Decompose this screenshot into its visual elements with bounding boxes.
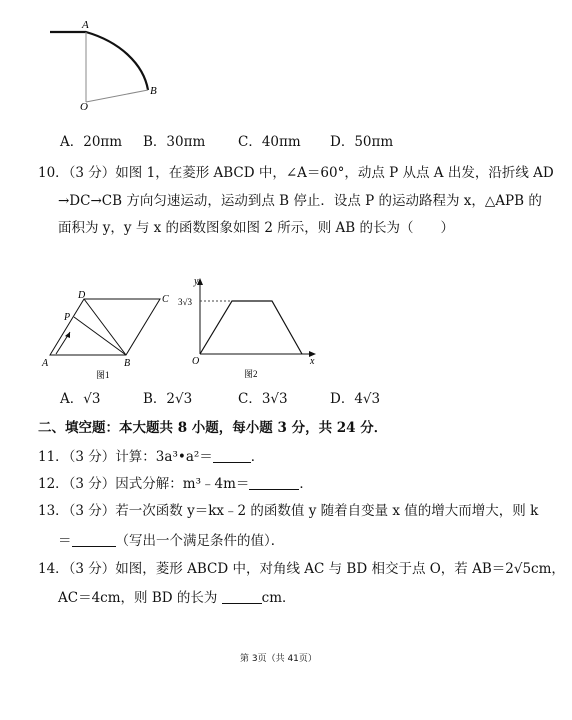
label-P1: P bbox=[64, 312, 71, 323]
q13-eq: ＝ bbox=[58, 533, 72, 549]
q10-choice-b: B．2√3 bbox=[143, 391, 193, 407]
radius-OB bbox=[86, 90, 148, 102]
q10-line-1: 10．（3 分）如图 1，在菱形 ABCD 中，∠A＝60°，动点 P 从点 A 出发，沿折线 AD bbox=[38, 165, 554, 181]
label-A1: A bbox=[42, 358, 49, 369]
axis-x-label: x bbox=[310, 356, 315, 367]
page-footer: 第 3页（共 41页） bbox=[240, 654, 317, 664]
motion-arrow-head bbox=[65, 332, 70, 338]
q9-choice-c: C．40πm bbox=[238, 134, 301, 150]
label-C1: C bbox=[162, 294, 169, 305]
label-B: B bbox=[150, 85, 157, 97]
origin-label: O bbox=[192, 356, 200, 367]
fig2-caption: 图2 bbox=[244, 369, 258, 379]
q11-end: ． bbox=[250, 449, 265, 465]
q11-line bbox=[38, 450, 264, 465]
q14-line-1: 14．（3 分）如图，菱形 ABCD 中，对角线 AC 与 BD 相交于点 O，若 AB＝2√5cm， bbox=[38, 561, 565, 577]
arc-curve bbox=[50, 32, 148, 90]
q11-text: 11．（3 分）计算：3a³•a²＝ bbox=[38, 449, 213, 465]
q12-text: 12．（3 分）因式分解：m³﹣4m＝ bbox=[38, 476, 250, 492]
q13-line-1: 13．（3 分）若一次函数 y＝kx﹣2 的函数值 y 随着自变量 x 值的增大而增大，则 k bbox=[38, 503, 539, 519]
q12-line bbox=[38, 477, 313, 492]
q13-note: （写出一个满足条件的值）． bbox=[115, 533, 285, 549]
q12-answer-blank bbox=[249, 477, 299, 490]
rhombus-figure-1 bbox=[40, 290, 180, 380]
trapezoid-graph bbox=[200, 301, 302, 354]
q9-choice-a: A．20πm bbox=[60, 134, 123, 150]
q9-choice-d: D．50πm bbox=[330, 134, 394, 150]
quarter-circle-figure bbox=[40, 14, 180, 114]
q10-choice-d: D．4√3 bbox=[330, 391, 381, 407]
label-A: A bbox=[82, 19, 89, 31]
section-2-heading: 二、填空题：本大题共 8 小题，每小题 3 分，共 24 分． bbox=[38, 420, 388, 436]
q13-line-2 bbox=[58, 534, 284, 549]
axis-y-label: y bbox=[194, 276, 199, 287]
q10-line-2: →DC→CB 方向匀速运动，运动到点 B 停止．设点 P 的运动路程为 x，△APB 的 bbox=[58, 193, 542, 209]
q14-line-2 bbox=[58, 591, 296, 606]
q13-answer-blank bbox=[72, 534, 116, 547]
q9-choice-b: B．30πm bbox=[143, 134, 206, 150]
q14-text: AC＝4cm，则 BD 的长为 bbox=[58, 590, 218, 606]
q11-answer-blank bbox=[213, 450, 251, 463]
segment-PB bbox=[74, 317, 126, 355]
q14-answer-blank bbox=[222, 591, 262, 604]
label-D1: D bbox=[78, 290, 86, 301]
q12-end: ． bbox=[299, 476, 313, 492]
label-B1: B bbox=[124, 358, 131, 369]
function-graph-figure-2 bbox=[178, 274, 328, 379]
y-value-label: 3√3 bbox=[178, 297, 192, 307]
q14-unit: cm． bbox=[261, 590, 296, 606]
label-O: O bbox=[80, 101, 88, 113]
q10-choice-c: C．3√3 bbox=[238, 391, 288, 407]
fig1-caption: 图1 bbox=[96, 370, 110, 380]
segment-DB bbox=[84, 299, 126, 355]
q10-line-3: 面积为 y，y 与 x 的函数图象如图 2 所示，则 AB 的长为（ ） bbox=[58, 220, 454, 236]
q10-choice-a: A．√3 bbox=[60, 391, 101, 407]
